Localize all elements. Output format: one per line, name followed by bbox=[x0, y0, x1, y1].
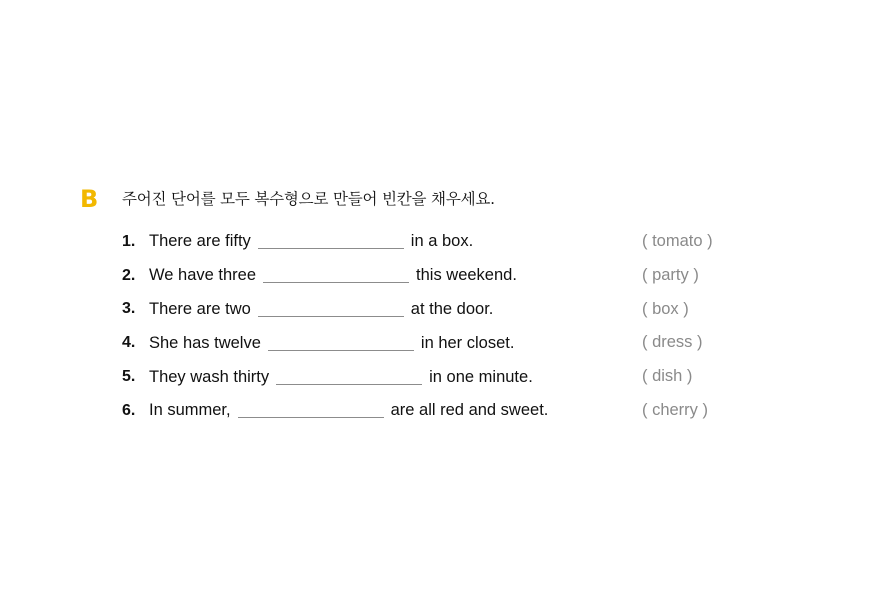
question-text-after: in her closet. bbox=[420, 333, 515, 352]
question-1 bbox=[122, 225, 762, 259]
question-text-before: They wash thirty bbox=[149, 367, 270, 386]
answer-blank[interactable] bbox=[238, 403, 384, 418]
word-hint: ( dress ) bbox=[642, 333, 703, 352]
question-number: 5. bbox=[122, 368, 136, 386]
answer-blank[interactable] bbox=[263, 268, 409, 283]
question-6 bbox=[122, 394, 762, 428]
question-text-after: in one minute. bbox=[429, 367, 533, 386]
question-text-before: There are fifty bbox=[149, 232, 251, 251]
answer-blank[interactable] bbox=[276, 370, 422, 385]
question-number: 2. bbox=[122, 266, 136, 284]
word-hint: ( dish ) bbox=[642, 367, 693, 386]
question-list bbox=[122, 225, 762, 428]
question-5 bbox=[122, 360, 762, 394]
question-text-after: in a box. bbox=[410, 232, 474, 251]
word-hint: ( tomato ) bbox=[642, 232, 713, 250]
question-text-after: at the door. bbox=[410, 299, 494, 318]
section-letter: B bbox=[80, 185, 99, 213]
question-text-before: There are two bbox=[149, 299, 251, 318]
question-text-after: this weekend. bbox=[416, 266, 517, 285]
question-number: 6. bbox=[122, 401, 136, 419]
question-number: 4. bbox=[122, 334, 136, 352]
question-number: 3. bbox=[122, 300, 136, 318]
section-header bbox=[80, 185, 780, 213]
question-number: 1. bbox=[122, 232, 136, 250]
exercise-section-b bbox=[80, 185, 780, 420]
question-2 bbox=[122, 259, 762, 293]
question-text-before: She has twelve bbox=[149, 333, 261, 352]
question-3 bbox=[122, 293, 762, 327]
word-hint: ( box ) bbox=[642, 299, 689, 318]
question-4 bbox=[122, 326, 762, 360]
question-text-before: In summer, bbox=[149, 401, 231, 420]
word-hint: ( party ) bbox=[642, 265, 699, 284]
answer-blank[interactable] bbox=[258, 302, 404, 317]
question-text-after: are all red and sweet. bbox=[390, 401, 549, 420]
word-hint: ( cherry ) bbox=[642, 400, 708, 419]
answer-blank[interactable] bbox=[258, 234, 404, 249]
question-text-before: We have three bbox=[149, 266, 257, 285]
instruction-text: 주어진 단어를 모두 복수형으로 만들어 빈칸을 채우세요. bbox=[122, 190, 495, 208]
answer-blank[interactable] bbox=[268, 336, 414, 351]
